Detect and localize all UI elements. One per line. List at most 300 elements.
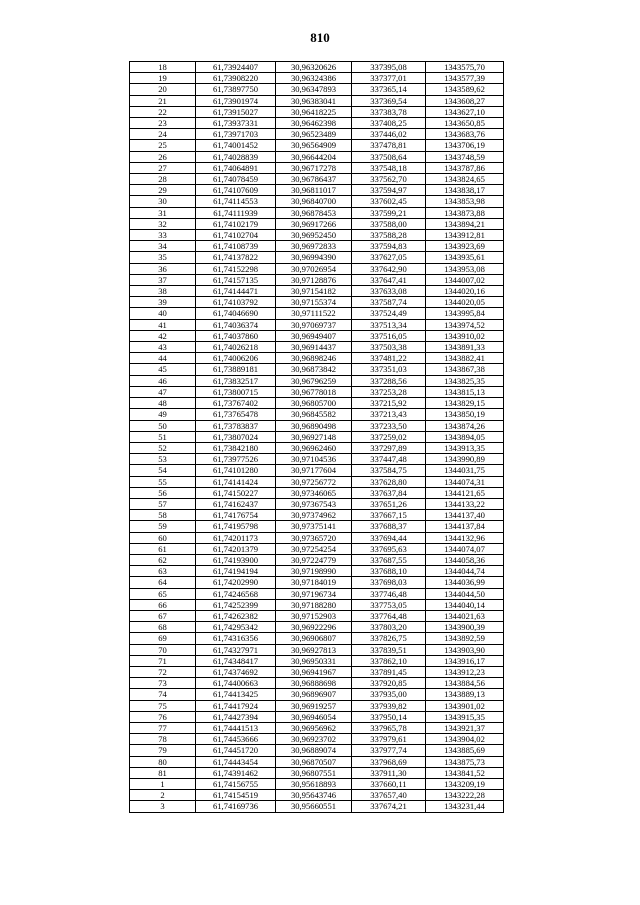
point-number-cell: 70	[130, 644, 196, 655]
x-coordinate-cell: 337587,74	[352, 297, 426, 308]
y-coordinate-cell: 1344020,16	[426, 286, 504, 297]
y-coordinate-cell: 1344007,02	[426, 274, 504, 285]
x-coordinate-cell: 337698,03	[352, 577, 426, 588]
table-row	[130, 263, 504, 274]
latitude-cell: 61,74441513	[196, 722, 276, 733]
x-coordinate-cell: 337935,00	[352, 689, 426, 700]
point-number-cell: 56	[130, 487, 196, 498]
longitude-cell: 30,95618893	[276, 779, 352, 790]
point-number-cell: 36	[130, 263, 196, 274]
longitude-cell: 30,96383041	[276, 95, 352, 106]
x-coordinate-cell: 337687,55	[352, 554, 426, 565]
longitude-cell: 30,97155374	[276, 297, 352, 308]
latitude-cell: 61,74114553	[196, 196, 276, 207]
longitude-cell: 30,97154182	[276, 286, 352, 297]
y-coordinate-cell: 1343873,88	[426, 207, 504, 218]
y-coordinate-cell: 1343683,76	[426, 129, 504, 140]
longitude-cell: 30,97374962	[276, 510, 352, 521]
x-coordinate-cell: 337233,50	[352, 420, 426, 431]
point-number-cell: 52	[130, 442, 196, 453]
longitude-cell: 30,97346065	[276, 487, 352, 498]
x-coordinate-cell: 337253,28	[352, 386, 426, 397]
point-number-cell: 44	[130, 353, 196, 364]
y-coordinate-cell: 1343627,10	[426, 106, 504, 117]
x-coordinate-cell: 337288,56	[352, 375, 426, 386]
x-coordinate-cell: 337524,49	[352, 308, 426, 319]
table-row	[130, 610, 504, 621]
x-coordinate-cell: 337688,10	[352, 566, 426, 577]
latitude-cell: 61,74316356	[196, 633, 276, 644]
latitude-cell: 61,74026218	[196, 342, 276, 353]
point-number-cell: 29	[130, 185, 196, 196]
point-number-cell: 37	[130, 274, 196, 285]
point-number-cell: 30	[130, 196, 196, 207]
table-row	[130, 207, 504, 218]
table-row	[130, 330, 504, 341]
x-coordinate-cell: 337968,69	[352, 756, 426, 767]
longitude-cell: 30,96946054	[276, 711, 352, 722]
longitude-cell: 30,96962460	[276, 442, 352, 453]
latitude-cell: 61,74413425	[196, 689, 276, 700]
x-coordinate-cell: 337516,05	[352, 330, 426, 341]
longitude-cell: 30,97224779	[276, 554, 352, 565]
x-coordinate-cell: 337383,78	[352, 106, 426, 117]
x-coordinate-cell: 337891,45	[352, 666, 426, 677]
table-row	[130, 118, 504, 129]
latitude-cell: 61,74028839	[196, 151, 276, 162]
longitude-cell: 30,96873842	[276, 364, 352, 375]
table-row	[130, 734, 504, 745]
table-row	[130, 521, 504, 532]
table-row	[130, 577, 504, 588]
longitude-cell: 30,97196734	[276, 588, 352, 599]
latitude-cell: 61,74295342	[196, 622, 276, 633]
longitude-cell: 30,96523489	[276, 129, 352, 140]
y-coordinate-cell: 1344074,31	[426, 476, 504, 487]
point-number-cell: 43	[130, 342, 196, 353]
y-coordinate-cell: 1344137,84	[426, 521, 504, 532]
table-row	[130, 375, 504, 386]
latitude-cell: 61,74195798	[196, 521, 276, 532]
latitude-cell: 61,73908220	[196, 73, 276, 84]
x-coordinate-cell: 337588,28	[352, 230, 426, 241]
point-number-cell: 62	[130, 554, 196, 565]
y-coordinate-cell: 1343900,39	[426, 622, 504, 633]
point-number-cell: 32	[130, 218, 196, 229]
point-number-cell: 61	[130, 543, 196, 554]
x-coordinate-cell: 337642,90	[352, 263, 426, 274]
y-coordinate-cell: 1343824,65	[426, 174, 504, 185]
table-row	[130, 678, 504, 689]
latitude-cell: 61,73889181	[196, 364, 276, 375]
longitude-cell: 30,96347893	[276, 84, 352, 95]
latitude-cell: 61,74391462	[196, 767, 276, 778]
table-row	[130, 689, 504, 700]
y-coordinate-cell: 1343915,35	[426, 711, 504, 722]
latitude-cell: 61,74202990	[196, 577, 276, 588]
longitude-cell: 30,97128876	[276, 274, 352, 285]
longitude-cell: 30,96917266	[276, 218, 352, 229]
x-coordinate-cell: 337746,48	[352, 588, 426, 599]
point-number-cell: 27	[130, 162, 196, 173]
latitude-cell: 61,74102179	[196, 218, 276, 229]
table-row	[130, 73, 504, 84]
table-row	[130, 230, 504, 241]
longitude-cell: 30,96896907	[276, 689, 352, 700]
latitude-cell: 61,73783837	[196, 420, 276, 431]
y-coordinate-cell: 1344044,74	[426, 566, 504, 577]
table-row	[130, 779, 504, 790]
table-row	[130, 241, 504, 252]
table-row	[130, 151, 504, 162]
y-coordinate-cell: 1343875,73	[426, 756, 504, 767]
table-row	[130, 174, 504, 185]
point-number-cell: 76	[130, 711, 196, 722]
longitude-cell: 30,96324386	[276, 73, 352, 84]
point-number-cell: 58	[130, 510, 196, 521]
y-coordinate-cell: 1343995,84	[426, 308, 504, 319]
y-coordinate-cell: 1343903,90	[426, 644, 504, 655]
point-number-cell: 25	[130, 140, 196, 151]
latitude-cell: 61,73897750	[196, 84, 276, 95]
y-coordinate-cell: 1343787,86	[426, 162, 504, 173]
table-row	[130, 129, 504, 140]
y-coordinate-cell: 1343815,13	[426, 386, 504, 397]
point-number-cell: 23	[130, 118, 196, 129]
y-coordinate-cell: 1344133,22	[426, 498, 504, 509]
point-number-cell: 60	[130, 532, 196, 543]
y-coordinate-cell: 1343913,35	[426, 442, 504, 453]
latitude-cell: 61,74107609	[196, 185, 276, 196]
table-row	[130, 622, 504, 633]
table-row	[130, 510, 504, 521]
longitude-cell: 30,96889074	[276, 745, 352, 756]
latitude-cell: 61,73765478	[196, 409, 276, 420]
x-coordinate-cell: 337803,20	[352, 622, 426, 633]
latitude-cell: 61,74152298	[196, 263, 276, 274]
table-row	[130, 476, 504, 487]
x-coordinate-cell: 337826,75	[352, 633, 426, 644]
longitude-cell: 30,96888698	[276, 678, 352, 689]
longitude-cell: 30,96949407	[276, 330, 352, 341]
y-coordinate-cell: 1343650,85	[426, 118, 504, 129]
table-row	[130, 588, 504, 599]
x-coordinate-cell: 337213,43	[352, 409, 426, 420]
longitude-cell: 30,97069737	[276, 319, 352, 330]
longitude-cell: 30,96941967	[276, 666, 352, 677]
point-number-cell: 75	[130, 700, 196, 711]
point-number-cell: 54	[130, 465, 196, 476]
x-coordinate-cell: 337351,03	[352, 364, 426, 375]
x-coordinate-cell: 337764,48	[352, 610, 426, 621]
longitude-cell: 30,96922296	[276, 622, 352, 633]
table-row	[130, 633, 504, 644]
y-coordinate-cell: 1343901,02	[426, 700, 504, 711]
x-coordinate-cell: 337950,14	[352, 711, 426, 722]
point-number-cell: 55	[130, 476, 196, 487]
longitude-cell: 30,97256772	[276, 476, 352, 487]
x-coordinate-cell: 337408,25	[352, 118, 426, 129]
y-coordinate-cell: 1343990,89	[426, 454, 504, 465]
table-row	[130, 431, 504, 442]
table-row	[130, 700, 504, 711]
table-row	[130, 409, 504, 420]
x-coordinate-cell: 337599,21	[352, 207, 426, 218]
coordinates-table-body	[130, 62, 504, 813]
y-coordinate-cell: 1343889,13	[426, 689, 504, 700]
point-number-cell: 3	[130, 801, 196, 812]
x-coordinate-cell: 337920,85	[352, 678, 426, 689]
longitude-cell: 30,97152903	[276, 610, 352, 621]
y-coordinate-cell: 1343575,70	[426, 62, 504, 73]
y-coordinate-cell: 1344074,07	[426, 543, 504, 554]
longitude-cell: 30,96898246	[276, 353, 352, 364]
longitude-cell: 30,96845582	[276, 409, 352, 420]
table-row	[130, 342, 504, 353]
x-coordinate-cell: 337688,37	[352, 521, 426, 532]
latitude-cell: 61,74327971	[196, 644, 276, 655]
table-row	[130, 487, 504, 498]
table-row	[130, 790, 504, 801]
y-coordinate-cell: 1343222,28	[426, 790, 504, 801]
table-row	[130, 532, 504, 543]
longitude-cell: 30,97365720	[276, 532, 352, 543]
x-coordinate-cell: 337508,64	[352, 151, 426, 162]
table-row	[130, 442, 504, 453]
point-number-cell: 49	[130, 409, 196, 420]
longitude-cell: 30,96994390	[276, 252, 352, 263]
table-row	[130, 218, 504, 229]
y-coordinate-cell: 1343904,02	[426, 734, 504, 745]
latitude-cell: 61,74451720	[196, 745, 276, 756]
y-coordinate-cell: 1343892,59	[426, 633, 504, 644]
longitude-cell: 30,96462398	[276, 118, 352, 129]
y-coordinate-cell: 1343706,19	[426, 140, 504, 151]
table-row	[130, 756, 504, 767]
point-number-cell: 68	[130, 622, 196, 633]
x-coordinate-cell: 337694,44	[352, 532, 426, 543]
latitude-cell: 61,74001452	[196, 140, 276, 151]
latitude-cell: 61,73915027	[196, 106, 276, 117]
y-coordinate-cell: 1344021,63	[426, 610, 504, 621]
y-coordinate-cell: 1343912,23	[426, 666, 504, 677]
longitude-cell: 30,96811017	[276, 185, 352, 196]
y-coordinate-cell: 1344031,75	[426, 465, 504, 476]
table-row	[130, 666, 504, 677]
longitude-cell: 30,96840700	[276, 196, 352, 207]
y-coordinate-cell: 1344058,36	[426, 554, 504, 565]
table-row	[130, 420, 504, 431]
longitude-cell: 30,96807551	[276, 767, 352, 778]
x-coordinate-cell: 337562,70	[352, 174, 426, 185]
x-coordinate-cell: 337674,21	[352, 801, 426, 812]
y-coordinate-cell: 1343935,61	[426, 252, 504, 263]
longitude-cell: 30,97188280	[276, 599, 352, 610]
longitude-cell: 30,97198990	[276, 566, 352, 577]
latitude-cell: 61,74348417	[196, 655, 276, 666]
latitude-cell: 61,73807024	[196, 431, 276, 442]
point-number-cell: 69	[130, 633, 196, 644]
longitude-cell: 30,97104536	[276, 454, 352, 465]
y-coordinate-cell: 1344121,65	[426, 487, 504, 498]
x-coordinate-cell: 337862,10	[352, 655, 426, 666]
longitude-cell: 30,97254254	[276, 543, 352, 554]
longitude-cell: 30,95660551	[276, 801, 352, 812]
point-number-cell: 38	[130, 286, 196, 297]
x-coordinate-cell: 337588,00	[352, 218, 426, 229]
x-coordinate-cell: 337637,84	[352, 487, 426, 498]
latitude-cell: 61,74252399	[196, 599, 276, 610]
latitude-cell: 61,74427394	[196, 711, 276, 722]
table-row	[130, 297, 504, 308]
latitude-cell: 61,74193900	[196, 554, 276, 565]
table-row	[130, 465, 504, 476]
table-row	[130, 84, 504, 95]
longitude-cell: 30,96927813	[276, 644, 352, 655]
y-coordinate-cell: 1343923,69	[426, 241, 504, 252]
point-number-cell: 33	[130, 230, 196, 241]
y-coordinate-cell: 1343825,35	[426, 375, 504, 386]
y-coordinate-cell: 1343910,02	[426, 330, 504, 341]
longitude-cell: 30,96644204	[276, 151, 352, 162]
table-row	[130, 398, 504, 409]
table-row	[130, 62, 504, 73]
table-row	[130, 554, 504, 565]
x-coordinate-cell: 337594,97	[352, 185, 426, 196]
latitude-cell: 61,74108739	[196, 241, 276, 252]
point-number-cell: 34	[130, 241, 196, 252]
y-coordinate-cell: 1343608,27	[426, 95, 504, 106]
point-number-cell: 35	[130, 252, 196, 263]
point-number-cell: 77	[130, 722, 196, 733]
x-coordinate-cell: 337369,54	[352, 95, 426, 106]
point-number-cell: 81	[130, 767, 196, 778]
x-coordinate-cell: 337513,34	[352, 319, 426, 330]
table-row	[130, 644, 504, 655]
latitude-cell: 61,74400663	[196, 678, 276, 689]
latitude-cell: 61,73832517	[196, 375, 276, 386]
latitude-cell: 61,74374692	[196, 666, 276, 677]
y-coordinate-cell: 1343853,98	[426, 196, 504, 207]
x-coordinate-cell: 337965,78	[352, 722, 426, 733]
point-number-cell: 24	[130, 129, 196, 140]
point-number-cell: 72	[130, 666, 196, 677]
coordinates-table	[129, 61, 504, 813]
latitude-cell: 61,74006206	[196, 353, 276, 364]
point-number-cell: 74	[130, 689, 196, 700]
x-coordinate-cell: 337215,92	[352, 398, 426, 409]
latitude-cell: 61,74144471	[196, 286, 276, 297]
x-coordinate-cell: 337446,02	[352, 129, 426, 140]
point-number-cell: 26	[130, 151, 196, 162]
longitude-cell: 30,96952450	[276, 230, 352, 241]
x-coordinate-cell: 337365,14	[352, 84, 426, 95]
x-coordinate-cell: 337911,30	[352, 767, 426, 778]
x-coordinate-cell: 337633,08	[352, 286, 426, 297]
longitude-cell: 30,96796259	[276, 375, 352, 386]
latitude-cell: 61,74036374	[196, 319, 276, 330]
x-coordinate-cell: 337377,01	[352, 73, 426, 84]
latitude-cell: 61,74194194	[196, 566, 276, 577]
x-coordinate-cell: 337651,26	[352, 498, 426, 509]
longitude-cell: 30,96890498	[276, 420, 352, 431]
longitude-cell: 30,96320626	[276, 62, 352, 73]
x-coordinate-cell: 337594,83	[352, 241, 426, 252]
y-coordinate-cell: 1344040,14	[426, 599, 504, 610]
latitude-cell: 61,74169736	[196, 801, 276, 812]
x-coordinate-cell: 337979,61	[352, 734, 426, 745]
point-number-cell: 66	[130, 599, 196, 610]
longitude-cell: 30,97177604	[276, 465, 352, 476]
y-coordinate-cell: 1344020,05	[426, 297, 504, 308]
latitude-cell: 61,74246568	[196, 588, 276, 599]
y-coordinate-cell: 1343850,19	[426, 409, 504, 420]
longitude-cell: 30,96927148	[276, 431, 352, 442]
x-coordinate-cell: 337395,08	[352, 62, 426, 73]
point-number-cell: 59	[130, 521, 196, 532]
y-coordinate-cell: 1343974,52	[426, 319, 504, 330]
point-number-cell: 19	[130, 73, 196, 84]
table-row	[130, 196, 504, 207]
x-coordinate-cell: 337259,02	[352, 431, 426, 442]
x-coordinate-cell: 337753,05	[352, 599, 426, 610]
longitude-cell: 30,97184019	[276, 577, 352, 588]
table-row	[130, 498, 504, 509]
latitude-cell: 61,74162437	[196, 498, 276, 509]
point-number-cell: 47	[130, 386, 196, 397]
point-number-cell: 21	[130, 95, 196, 106]
point-number-cell: 80	[130, 756, 196, 767]
table-row	[130, 319, 504, 330]
latitude-cell: 61,74137822	[196, 252, 276, 263]
longitude-cell: 30,96786437	[276, 174, 352, 185]
latitude-cell: 61,74111939	[196, 207, 276, 218]
latitude-cell: 61,74046690	[196, 308, 276, 319]
longitude-cell: 30,97026954	[276, 263, 352, 274]
table-row	[130, 308, 504, 319]
y-coordinate-cell: 1344137,40	[426, 510, 504, 521]
longitude-cell: 30,97375141	[276, 521, 352, 532]
latitude-cell: 61,74101280	[196, 465, 276, 476]
point-number-cell: 1	[130, 779, 196, 790]
table-row	[130, 454, 504, 465]
latitude-cell: 61,74201379	[196, 543, 276, 554]
point-number-cell: 18	[130, 62, 196, 73]
table-row	[130, 722, 504, 733]
x-coordinate-cell: 337548,18	[352, 162, 426, 173]
latitude-cell: 61,74064891	[196, 162, 276, 173]
table-row	[130, 599, 504, 610]
table-row	[130, 386, 504, 397]
latitude-cell: 61,73971703	[196, 129, 276, 140]
point-number-cell: 45	[130, 364, 196, 375]
x-coordinate-cell: 337977,74	[352, 745, 426, 756]
table-row	[130, 543, 504, 554]
point-number-cell: 57	[130, 498, 196, 509]
table-row	[130, 95, 504, 106]
y-coordinate-cell: 1344132,96	[426, 532, 504, 543]
y-coordinate-cell: 1344036,99	[426, 577, 504, 588]
y-coordinate-cell: 1343829,15	[426, 398, 504, 409]
latitude-cell: 61,74141424	[196, 476, 276, 487]
point-number-cell: 20	[130, 84, 196, 95]
x-coordinate-cell: 337478,81	[352, 140, 426, 151]
table-row	[130, 767, 504, 778]
y-coordinate-cell: 1343209,19	[426, 779, 504, 790]
y-coordinate-cell: 1343882,41	[426, 353, 504, 364]
latitude-cell: 61,74176754	[196, 510, 276, 521]
table-row	[130, 745, 504, 756]
